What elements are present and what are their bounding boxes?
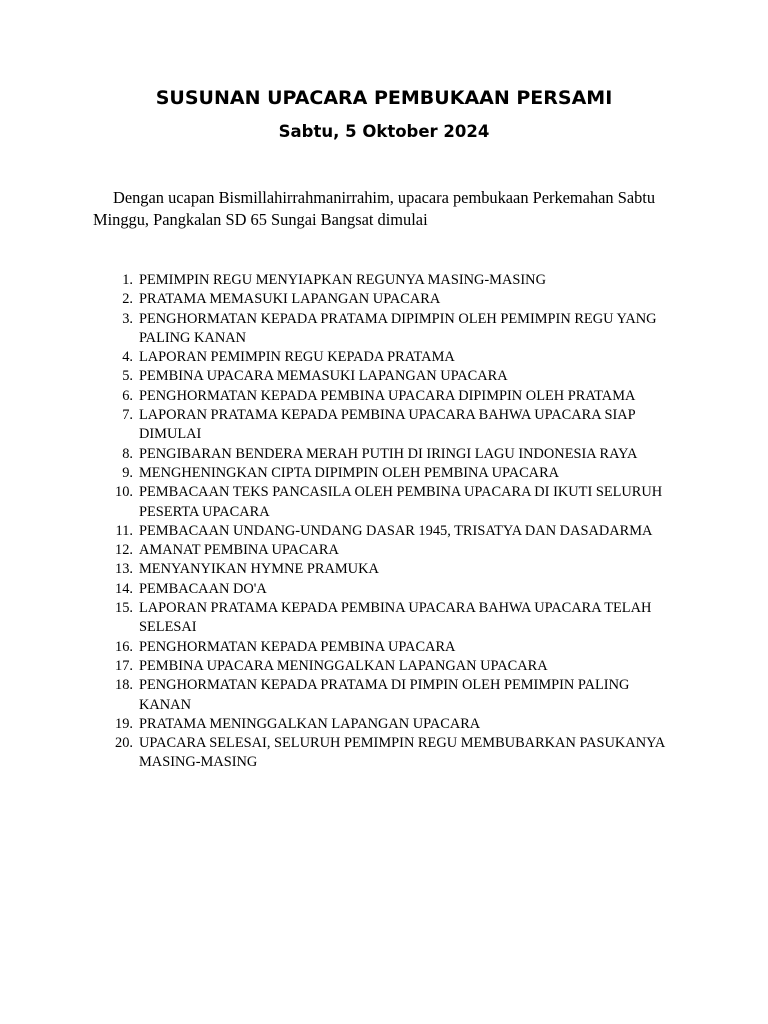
list-item-text: LAPORAN PEMIMPIN REGU KEPADA PRATAMA <box>139 349 455 366</box>
list-item <box>0 522 684 541</box>
list-item <box>0 464 684 483</box>
list-item-text: PRATAMA MEMASUKI LAPANGAN UPACARA <box>139 291 441 308</box>
list-item <box>0 367 684 386</box>
list-item-text: PEMBINA UPACARA MENINGGALKAN LAPANGAN UPACARA <box>139 657 548 674</box>
list-item-number: 11. <box>115 522 133 539</box>
list-item-text: PENGHORMATAN KEPADA PEMBINA UPACARA DIPIMPIN OLEH PRATAMA <box>139 387 636 404</box>
list-item <box>0 676 684 715</box>
list-item-text: PEMIMPIN REGU MENYIAPKAN REGUNYA MASING-MASING <box>139 272 546 288</box>
list-item <box>0 638 684 657</box>
list-item-text: PEMBACAAN TEKS PANCASILA OLEH PEMBINA UPACARA DI IKUTI SELURUH PESERTA UPACARA <box>139 484 663 520</box>
list-item-text: PEMBINA UPACARA MEMASUKI LAPANGAN UPACARA <box>139 368 508 385</box>
list-item <box>0 541 684 560</box>
list-item-number: 1. <box>122 272 133 288</box>
list-item-text: MENGHENINGKAN CIPTA DIPIMPIN OLEH PEMBINA UPACARA <box>139 464 560 481</box>
list-item <box>0 734 684 773</box>
list-item-number: 18. <box>115 677 133 694</box>
list-item-number: 3. <box>122 310 133 327</box>
list-item-text: UPACARA SELESAI, SELURUH PEMIMPIN REGU MEMBUBARKAN PASUKANYA MASING-MASING <box>139 735 665 771</box>
list-item-number: 16. <box>115 638 133 655</box>
list-item <box>0 290 684 309</box>
list-item-number: 6. <box>122 387 133 404</box>
list-item-text: PENGHORMATAN KEPADA PRATAMA DIPIMPIN OLEH PEMIMPIN REGU YANG PALING KANAN <box>139 310 657 346</box>
list-item-number: 15. <box>115 600 133 617</box>
list-item-number: 2. <box>122 291 133 308</box>
list-item <box>0 580 684 599</box>
list-item-text: PENGIBARAN BENDERA MERAH PUTIH DI IRINGI LAGU INDONESIA RAYA <box>139 445 638 462</box>
list-item-text: PENGHORMATAN KEPADA PRATAMA DI PIMPIN OLEH PEMIMPIN PALING KANAN <box>139 677 630 713</box>
list-item <box>0 483 684 522</box>
list-item-text: AMANAT PEMBINA UPACARA <box>139 542 339 559</box>
list-item <box>0 406 684 445</box>
document-title: SUSUNAN UPACARA PEMBUKAAN PERSAMI <box>155 87 613 109</box>
list-item-text: PRATAMA MENINGGALKAN LAPANGAN UPACARA <box>139 715 481 732</box>
list-item-number: 7. <box>122 407 133 424</box>
list-item-number: 20. <box>115 735 133 752</box>
list-item <box>0 599 684 638</box>
list-item-text: LAPORAN PRATAMA KEPADA PEMBINA UPACARA BAHWA UPACARA SIAP DIMULAI <box>139 407 636 443</box>
list-item-text: MENYANYIKAN HYMNE PRAMUKA <box>139 561 379 578</box>
list-item <box>0 445 684 464</box>
list-item-number: 4. <box>122 349 133 366</box>
list-item-text: PENGHORMATAN KEPADA PEMBINA UPACARA <box>139 638 456 655</box>
intro-paragraph: Dengan ucapan Bismillahirrahmanirrahim, upacara pembukaan Perkemahan Sabtu Minggu, Pangkalan SD 65 Sungai Bangsat dimulai <box>93 188 656 229</box>
ceremony-steps-list <box>0 271 768 773</box>
list-item <box>0 387 684 406</box>
document-date: Sabtu, 5 Oktober 2024 <box>278 122 490 141</box>
list-item <box>0 657 684 676</box>
list-item-number: 13. <box>115 561 133 578</box>
list-item-number: 19. <box>115 715 133 732</box>
list-item <box>0 560 684 579</box>
list-item <box>0 310 684 349</box>
list-item-number: 10. <box>115 484 133 501</box>
list-item-number: 12. <box>115 542 133 559</box>
list-item-number: 17. <box>115 657 133 674</box>
list-item-number: 5. <box>122 368 133 385</box>
list-item-text: PEMBACAAN UNDANG-UNDANG DASAR 1945, TRISATYA DAN DASADARMA <box>139 522 653 539</box>
list-item <box>0 271 684 290</box>
list-item-number: 14. <box>115 580 133 597</box>
list-item <box>0 348 684 367</box>
list-item-number: 8. <box>122 445 133 462</box>
list-item <box>0 715 684 734</box>
list-item-text: LAPORAN PRATAMA KEPADA PEMBINA UPACARA BAHWA UPACARA TELAH SELESAI <box>139 600 652 636</box>
list-item-number: 9. <box>122 464 133 481</box>
list-item-text: PEMBACAAN DO'A <box>139 580 267 597</box>
